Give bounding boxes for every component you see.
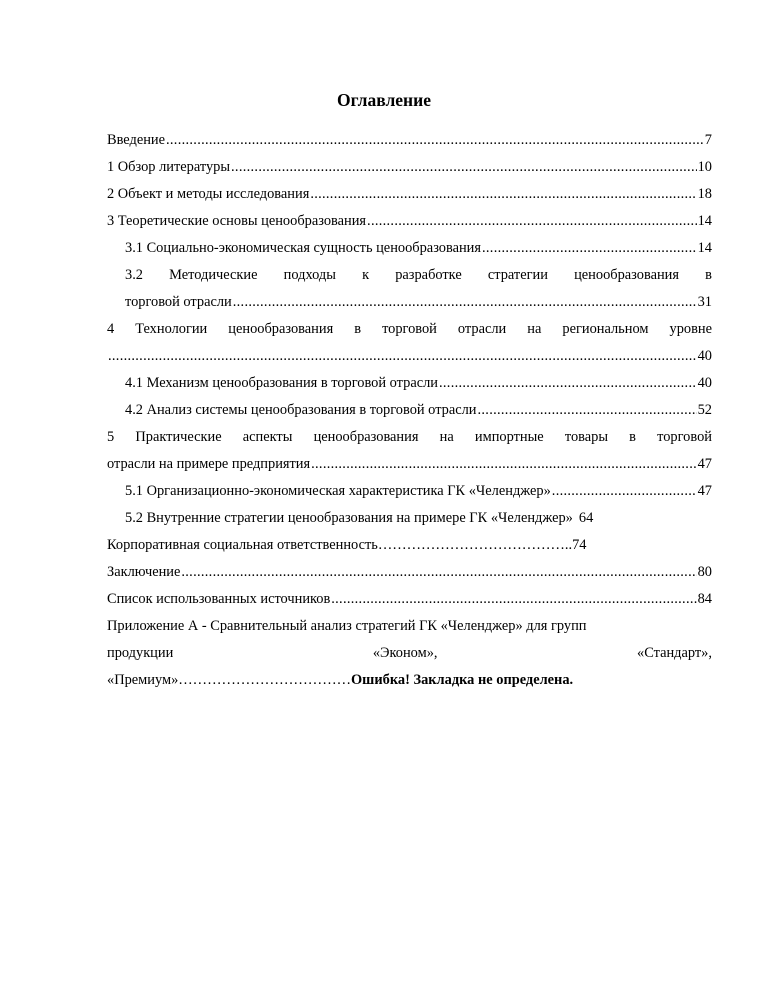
toc-page-number: 7 [704, 132, 712, 148]
toc-entry[interactable] [107, 208, 712, 235]
toc-word: 5 [107, 429, 115, 445]
table-of-contents [107, 127, 712, 694]
toc-entry-continuation[interactable] [107, 343, 712, 370]
toc-entry-text: 2 Объект и методы исследования [107, 186, 310, 202]
toc-word: на [439, 429, 454, 445]
toc-subentry[interactable] [107, 235, 712, 262]
toc-page-number: 14 [697, 213, 712, 229]
toc-word: подходы [283, 267, 336, 283]
toc-subentry[interactable] [107, 370, 712, 397]
bookmark-error-text: Ошибка! Закладка не определена. [350, 672, 574, 688]
toc-entry-text: 3.1 Социально-экономическая сущность ценообразования [125, 240, 481, 256]
dot-leader [310, 181, 696, 208]
toc-word: стратегии [487, 267, 548, 283]
toc-word: на [527, 321, 542, 337]
toc-page-number: 40 [697, 348, 712, 364]
toc-subentry-first-line[interactable] [107, 262, 712, 289]
toc-word: к [362, 267, 370, 283]
dot-leader [108, 343, 697, 370]
dot-leader [367, 208, 697, 235]
toc-subentry[interactable] [107, 397, 712, 424]
toc-word: ценообразования [228, 321, 334, 337]
toc-word: «Стандарт», [637, 645, 712, 661]
toc-word: импортные [474, 429, 544, 445]
toc-word: Практические [135, 429, 222, 445]
toc-subentry-continuation[interactable] [107, 289, 712, 316]
toc-entry-text: 4.1 Механизм ценообразования в торговой отрасли [125, 375, 438, 391]
dot-leader [478, 397, 697, 424]
toc-page-number: 64 [578, 510, 594, 526]
toc-entry-text: 4.2 Анализ системы ценообразования в торговой отрасли [125, 402, 477, 418]
toc-page-number: 31 [697, 294, 712, 310]
toc-entry-first-line[interactable] [107, 316, 712, 343]
toc-word: ценообразования [574, 267, 679, 283]
toc-entry-continuation[interactable] [107, 451, 712, 478]
toc-word: продукции [107, 645, 174, 661]
toc-entry-text: Введение [107, 132, 166, 148]
dot-leader [181, 559, 696, 586]
toc-page-number: 18 [697, 186, 712, 202]
toc-word: разработке [395, 267, 462, 283]
toc-appendix-line-2[interactable] [107, 640, 712, 667]
toc-entry-text: торговой отрасли [125, 294, 232, 310]
toc-entry[interactable] [107, 559, 712, 586]
toc-word: Технологии [135, 321, 208, 337]
dot-leader [552, 478, 697, 505]
toc-page-number: 84 [697, 591, 712, 607]
toc-page-number: 47 [697, 456, 712, 472]
dot-leader [439, 370, 697, 397]
toc-entry-text: 5.2 Внутренние стратегии ценообразования на примере ГК «Челенджер» [125, 510, 573, 526]
toc-page-number: 80 [697, 564, 712, 580]
toc-word: товары [564, 429, 608, 445]
dot-leader [331, 586, 696, 613]
toc-entry-text: Список использованных источников [107, 591, 331, 607]
toc-word: торговой [657, 429, 712, 445]
dot-leader [233, 289, 697, 316]
toc-page-number: 40 [697, 375, 712, 391]
toc-word: торговой [382, 321, 437, 337]
toc-subentry[interactable] [107, 505, 712, 532]
toc-entry-text: 1 Обзор литературы [107, 159, 231, 175]
toc-entry-text: 5.1 Организационно-экономическая характеристика ГК «Челенджер» [125, 483, 551, 499]
toc-page-number: 14 [697, 240, 712, 256]
toc-word: «Эконом», [372, 645, 438, 661]
dot-leader [482, 235, 697, 262]
toc-entry[interactable] [107, 127, 712, 154]
toc-entry[interactable] [107, 586, 712, 613]
dot-leader [231, 154, 697, 181]
toc-word: в [705, 267, 712, 283]
toc-word: 3.2 [125, 267, 143, 283]
toc-entry-text: «Премиум»……………………………… [107, 672, 351, 688]
toc-entry-text: Заключение [107, 564, 181, 580]
toc-word: в [354, 321, 362, 337]
toc-word: аспекты [242, 429, 293, 445]
toc-word: 4 [107, 321, 115, 337]
toc-page-number: 52 [697, 402, 712, 418]
toc-page-number: 10 [697, 159, 712, 175]
toc-appendix-line-3[interactable] [107, 667, 712, 694]
toc-entry[interactable] [107, 154, 712, 181]
toc-word: отрасли [457, 321, 507, 337]
dot-leader [166, 127, 704, 154]
toc-entry[interactable] [107, 532, 712, 559]
toc-subentry[interactable] [107, 478, 712, 505]
toc-word: региональном [562, 321, 649, 337]
toc-word: уровне [669, 321, 712, 337]
toc-entry[interactable] [107, 181, 712, 208]
toc-word: в [629, 429, 636, 445]
toc-word: Методические [169, 267, 258, 283]
toc-word: ценообразования [313, 429, 419, 445]
toc-entry-text: 3 Теоретические основы ценообразования [107, 213, 367, 229]
toc-page-number: 47 [697, 483, 712, 499]
toc-entry-text: Приложение А - Сравнительный анализ стратегий ГК «Челенджер» для групп [107, 618, 587, 634]
toc-appendix-line-1[interactable] [107, 613, 712, 640]
toc-entry-text: отрасли на примере предприятия [107, 456, 311, 472]
toc-entry-text: Корпоративная социальная ответственность…………………………………..74 [107, 537, 587, 553]
dot-leader [311, 451, 696, 478]
page-title: Оглавление [337, 90, 431, 110]
toc-entry-first-line[interactable] [107, 424, 712, 451]
